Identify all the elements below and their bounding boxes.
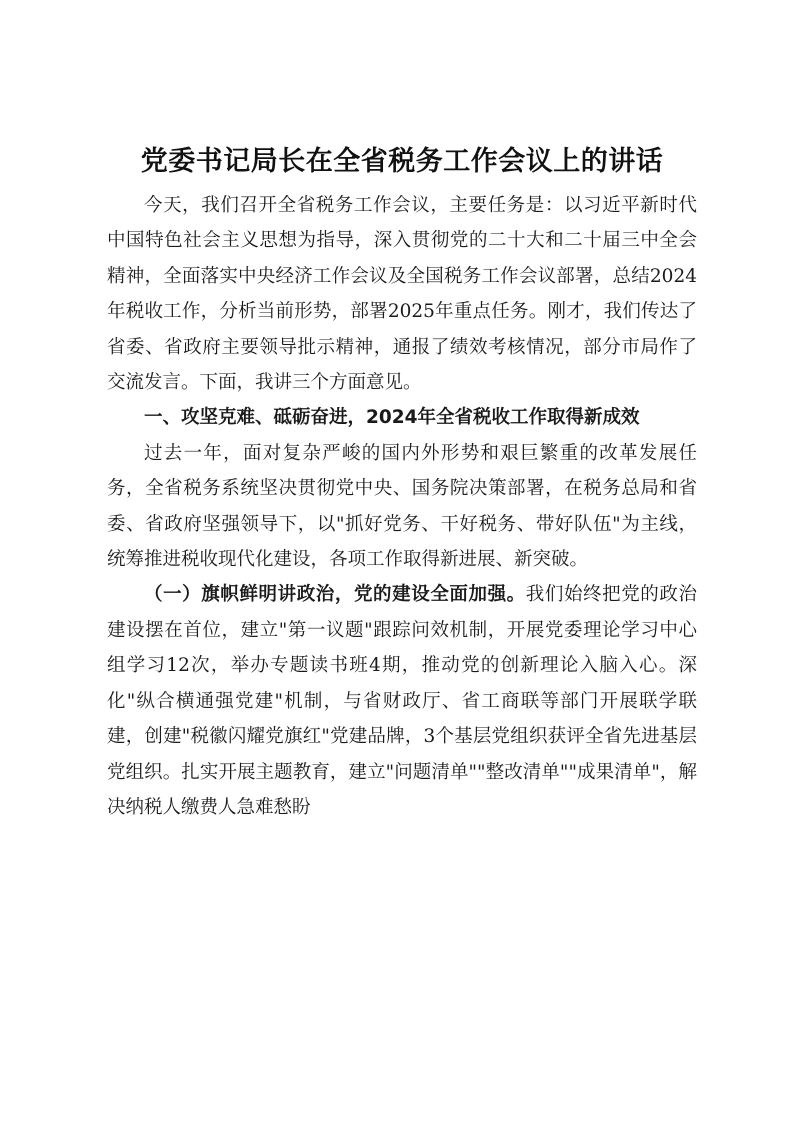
- intro-paragraph: 今天，我们召开全省税务工作会议，主要任务是：以习近平新时代中国特色社会主义思想为指导，深入贯彻党的二十大和二十届三中全会精神，全面落实中央经济工作会议及全国税务工作会议部署，总结2024年税收工作，分析当前形势，部署2025年重点任务。刚才，我们传达了省委、省政府主要领导批示精神，通报了绩效考核情况，部分市局作了交流发言。下面，我讲三个方面意见。: [107, 195, 697, 394]
- subsection-heading-1: （一）旗帜鲜明讲政治，党的建设全面加强。: [144, 584, 526, 606]
- subsection-1-body: 我们始终把党的政治建设摆在首位，建立"第一议题"跟踪问效机制，开展党委理论学习中心组学习12次，举办专题读书班4期，推动党的创新理论入脑入心。深化"纵合横通强党建"机制，与省财政厅、省工商联等部门开展联学联建，创建"税徽闪耀党旗红"党建品牌，3个基层党组织获评全省先进基层党组织。扎实开展主题教育，建立"问题清单""整改清单""成果清单"，解决纳税人缴费人急难愁盼: [107, 584, 697, 818]
- document-body: [107, 136, 697, 825]
- subsection-1-paragraph: [107, 577, 697, 825]
- section-heading-1: 一、攻坚克难、砥砺奋进，2024年全省税收工作取得新成效: [144, 407, 640, 429]
- section-1-paragraph: 过去一年，面对复杂严峻的国内外形势和艰巨繁重的改革发展任务，全省税务系统坚决贯彻党中央、国务院决策部署，在税务总局和省委、省政府坚强领导下，以"抓好党务、干好税务、带好队伍"为主线，统筹推进税收现代化建设，各项工作取得新进展、新突破。: [107, 442, 697, 571]
- document-title: 党委书记局长在全省税务工作会议上的讲话: [140, 146, 664, 177]
